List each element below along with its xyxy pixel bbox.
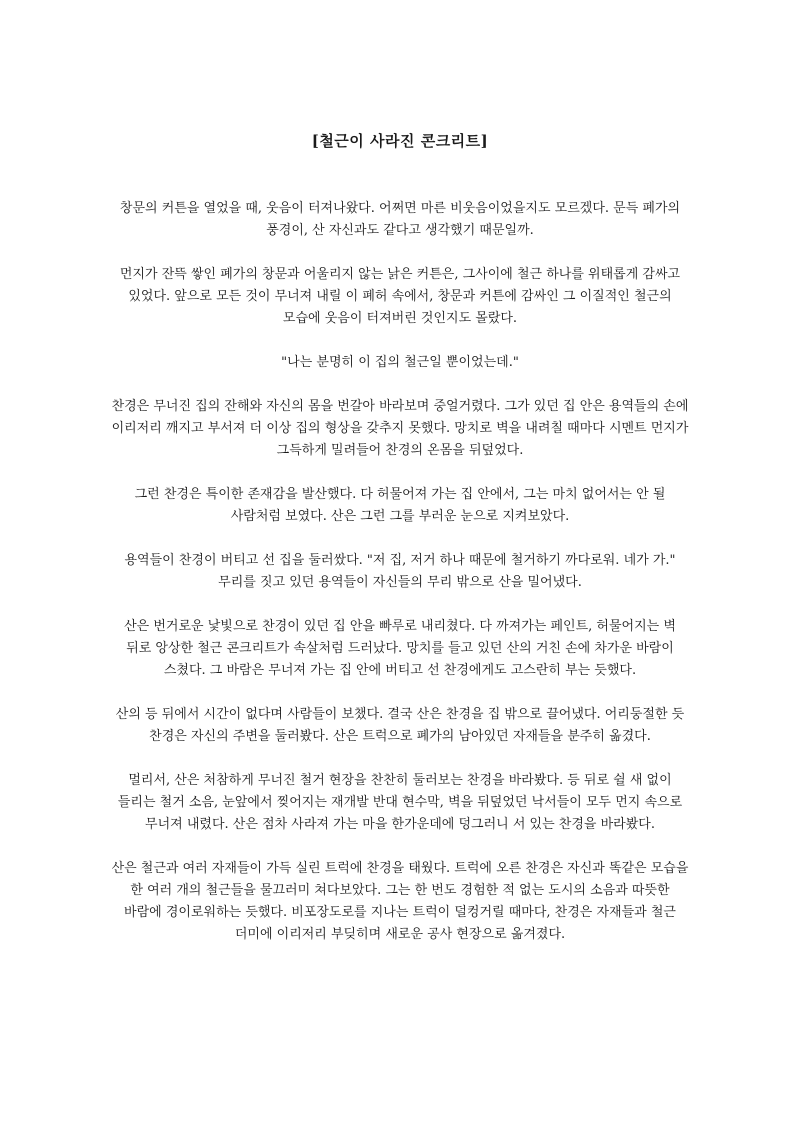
paragraph: 산의 등 뒤에서 시간이 없다며 사람들이 보챘다. 결국 산은 찬경을 집 밖으로 끌어냈다. 어리둥절한 듯 찬경은 자신의 주변을 둘러봤다. 산은 트럭으로 폐가의 남아있던 자재들을 분주히 옮겼다.: [115, 707, 685, 744]
paragraph: 먼지가 잔뜩 쌓인 폐가의 창문과 어울리지 않는 낡은 커튼은, 그사이에 철근 하나를 위태롭게 감싸고 있었다. 앞으로 모든 것이 무너져 내릴 이 폐허 속에서, 창문과 커튼에 감싸인 그 이질적인 철근의 모습에 웃음이 터져버린 것인지도 몰랐다.: [119, 267, 681, 326]
paragraph: 산은 번거로운 낯빛으로 찬경이 있던 집 안을 빠루로 내리쳤다. 다 까져가는 페인트, 허물어지는 벽 뒤로 앙상한 철근 콘크리트가 속살처럼 드러났다. 망치를 들고 있던 산의 거친 손에 차가운 바람이 스쳤다. 그 바람은 무너져 가는 집 안에 버티고 선 찬경에게도 고스란히 부는 듯했다.: [124, 619, 676, 678]
paragraph: 용역들이 찬경이 버티고 선 집을 둘러쌌다. "저 집, 저거 하나 때문에 철거하기 까다로워. 네가 가." 무리를 짓고 있던 용역들이 자신들의 무리 밖으로 산을 밀어냈다.: [124, 553, 676, 590]
paragraph: 창문의 커튼을 열었을 때, 웃음이 터져나왔다. 어쩌면 마른 비웃음이었을지도 모르겠다. 문득 폐가의 풍경이, 산 자신과도 같다고 생각했기 때문일까.: [119, 201, 681, 238]
dialogue-line: "나는 분명히 이 집의 철근일 뿐이었는데.": [281, 355, 519, 370]
paragraph: 찬경은 무너진 집의 잔해와 자신의 몸을 번갈아 바라보며 중얼거렸다. 그가 있던 집 안은 용역들의 손에 이리저리 깨지고 부서져 더 이상 집의 형상을 갖추지 못했다. 망치로 벽을 내려칠 때마다 시멘트 먼지가 그득하게 밀려들어 찬경의 온몸을 뒤덮었다.: [111, 399, 689, 458]
paragraph: 멀리서, 산은 처참하게 무너진 철거 현장을 찬찬히 둘러보는 찬경을 바라봤다. 등 뒤로 쉴 새 없이 들리는 철거 소음, 눈앞에서 찢어지는 재개발 반대 현수막, 벽을 뒤덮었던 낙서들이 모두 먼지 속으로 무너져 내렸다. 산은 점차 사라져 가는 마을 한가운데에 덩그러니 서 있는 찬경을 바라봤다.: [117, 773, 683, 832]
document-body: [110, 198, 690, 968]
paragraph: 산은 철근과 여러 자재들이 가득 실린 트럭에 찬경을 태웠다. 트럭에 오른 찬경은 자신과 똑같은 모습을 한 여러 개의 철근들을 물끄러미 쳐다보았다. 그는 한 번도 경험한 적 없는 도시의 소음과 따뜻한 바람에 경이로워하는 듯했다. 비포장도로를 지나는 트럭이 덜컹거릴 때마다, 찬경은 자재들과 철근 더미에 이리저리 부딪히며 새로운 공사 현장으로 옮겨졌다.: [111, 861, 689, 942]
paragraph: 그런 찬경은 특이한 존재감을 발산했다. 다 허물어져 가는 집 안에서, 그는 마치 없어서는 안 될 사람처럼 보였다. 산은 그런 그를 부러운 눈으로 지켜보았다.: [134, 487, 666, 524]
document-title: [철근이 사라진 콘크리트]: [311, 132, 489, 150]
